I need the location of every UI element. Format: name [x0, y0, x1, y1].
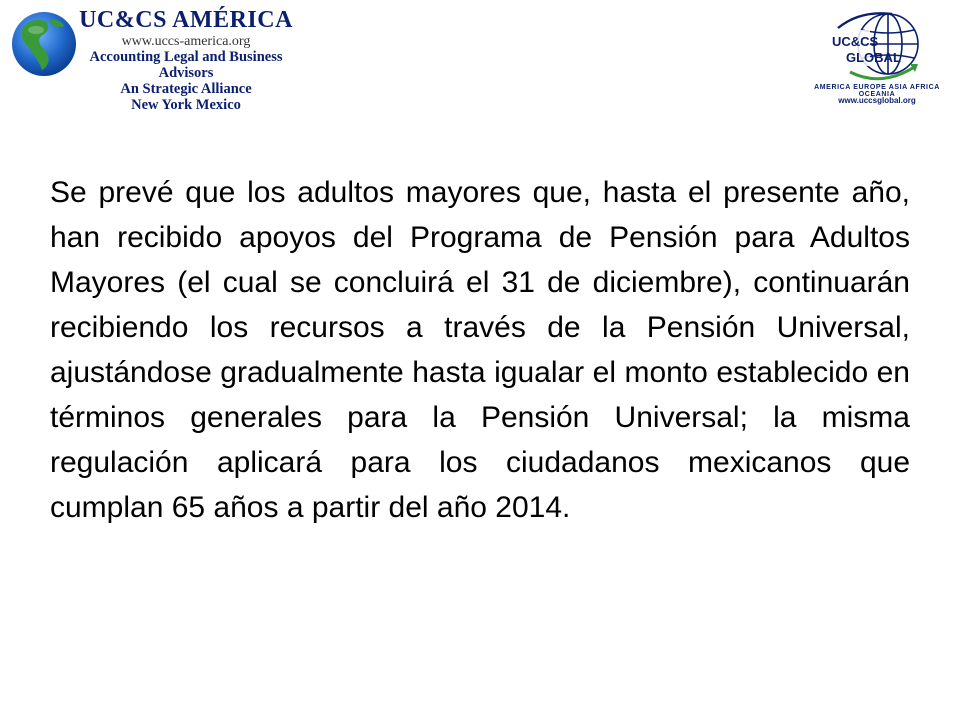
tagline-advisors: Accounting Legal and Business Advisors	[89, 49, 283, 81]
uccs-america-text	[62, 6, 310, 113]
continents-label: AMERICA EUROPE ASIA AFRICA OCEANIA	[814, 84, 940, 98]
tagline-locations: New York Mexico	[131, 97, 241, 113]
wire-globe-icon	[830, 8, 924, 84]
global-brand-line-1: UC&CS	[832, 34, 879, 49]
brand-name: UC&CS AMÉRICA	[79, 7, 293, 33]
tagline-alliance: An Strategic Alliance	[120, 81, 252, 97]
uccs-global-logo	[802, 8, 952, 118]
global-url: www.uccsglobal.org	[838, 96, 916, 105]
slide-body-text: Se prevé que los adultos mayores que, hasta el presente año, han recibido apoyos del Programa de Pensión para Adultos Mayores (el cual se concluirá el 31 de diciembre), continuarán recibiendo los recursos a través de la Pensión Universal, ajustándose gradualmente hasta igualar el monto establecido en términos generales para la Pensión Universal; la misma regulación aplicará para los ciudadanos mexicanos que cumplan 65 años a partir del año 2014.	[50, 176, 910, 524]
global-brand-line-2: GLOBAL	[846, 50, 901, 65]
uccs-america-logo	[10, 6, 310, 113]
brand-url: www.uccs-america.org	[121, 34, 251, 49]
slide-header	[0, 0, 960, 130]
